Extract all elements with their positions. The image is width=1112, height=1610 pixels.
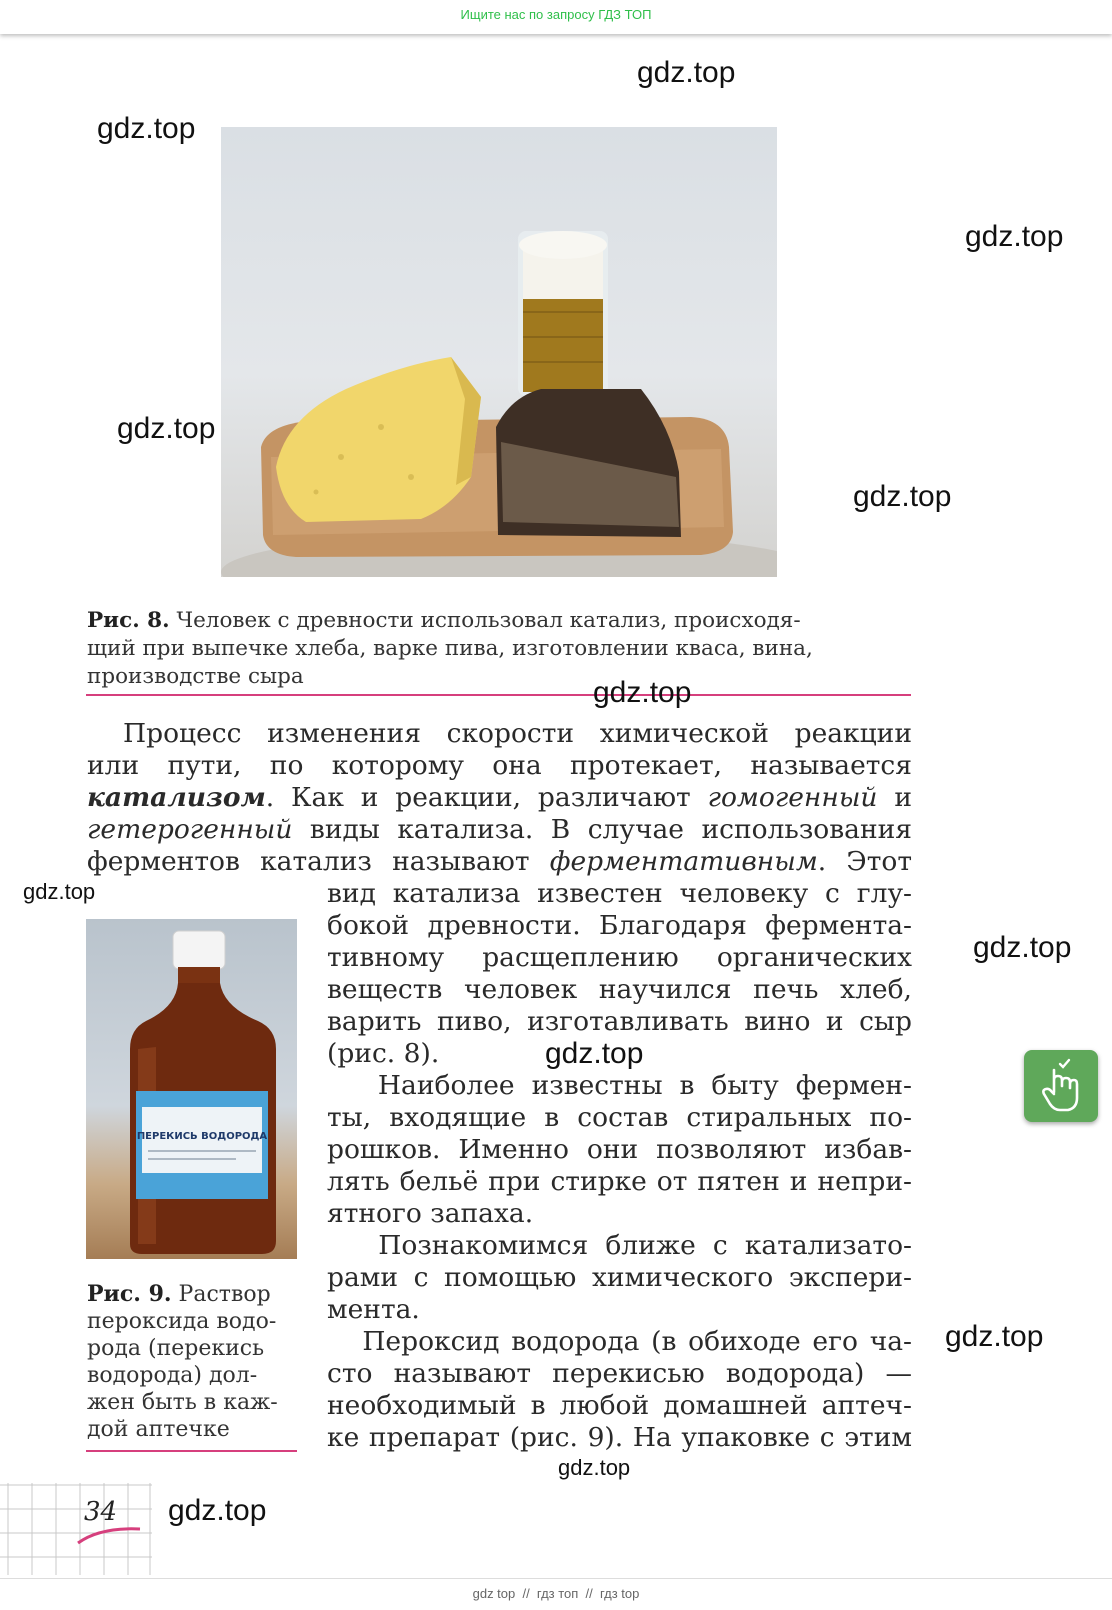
page-number-swoosh: [78, 1529, 140, 1543]
watermark: gdz.top: [558, 1455, 631, 1480]
hydrogen-peroxide-bottle-image: [86, 919, 297, 1259]
watermark: gdz.top: [23, 879, 96, 904]
page-number: 34: [84, 1497, 118, 1527]
col-line: веществ человек научился печь хлеб,: [327, 974, 912, 1005]
paragraph-catalysis-definition: Процесс изменения скорости химической реакции или пути, по которому она протекает, называется катализом. Как и реакции, различают гомогенный и гетерогенный виды катализа. В случае использования ферментов катализ называют ферментативным. Этот: [87, 718, 912, 877]
term-heterogeneous: гетерогенный: [87, 814, 293, 845]
top-banner: [0, 0, 1112, 34]
watermark: gdz.top: [637, 56, 736, 89]
figure-8-divider: [86, 694, 911, 696]
col-line: (рис. 8).: [327, 1038, 440, 1069]
footer-links[interactable]: gdz top // гдз топ // гдз top: [472, 1586, 640, 1601]
para-1-line-2: или пути, по которому она протекает, называется: [87, 750, 912, 781]
col-line: рошков. Именно они позволяют избав-: [327, 1134, 912, 1165]
col-line: мента.: [327, 1294, 420, 1325]
col-line: рами с помощью химического экспери-: [327, 1262, 912, 1293]
figure-8-caption-line-2: щий при выпечке хлеба, варке пива, изготовлении кваса, вина,: [87, 636, 813, 661]
watermark: gdz.top: [97, 112, 196, 145]
gesture-button[interactable]: [1024, 1050, 1098, 1122]
figure-8-caption-line-3: производстве сыра: [87, 664, 304, 689]
watermark: gdz.top: [545, 1037, 644, 1070]
figure-8-caption-line-1: Человек с древности использовал катализ, происходя-: [176, 608, 801, 633]
figure-9-label: Рис. 9.: [87, 1281, 172, 1307]
col-line: вид катализа известен человеку с глу-: [327, 878, 912, 909]
col-line: тивному расщеплению органических: [327, 942, 912, 973]
watermark: gdz.top: [945, 1320, 1044, 1353]
para-1-line-1: Процесс изменения скорости химической реакции: [123, 718, 912, 749]
figure-8-label: Рис. 8.: [87, 608, 170, 633]
figure-9-caption: Рис. 9. Раствор пероксида водо- рода (перекись водорода) дол- жен быть в каж- дой аптечке: [87, 1281, 278, 1442]
col-line: ке препарат (рис. 9). На упаковке с этим: [327, 1422, 912, 1453]
top-banner-text: Ищите нас по запросу ГДЗ ТОП: [460, 7, 652, 22]
col-line: Познакомимся ближе с катализато-: [327, 1230, 912, 1261]
watermark: gdz.top: [593, 676, 692, 709]
page-corner-grid: [0, 1483, 152, 1575]
watermark: gdz.top: [117, 412, 216, 445]
col-line: лять бельё при стирке от пятен и непри-: [327, 1166, 912, 1197]
bread-cheese-beer-image: [221, 127, 777, 577]
watermark: gdz.top: [965, 220, 1064, 253]
col-line: Наиболее известны в быту фермен-: [327, 1070, 912, 1101]
footer-bar: [0, 1578, 1112, 1610]
col-line: ты, входящие в состав стиральных по-: [327, 1102, 912, 1133]
term-homogeneous: гомогенный: [707, 782, 878, 813]
col-line: Пероксид водорода (в обиходе его ча-: [327, 1326, 912, 1357]
col-line: варить пиво, изготавливать вино и сыр: [327, 1006, 912, 1037]
bottle-label: ПЕРЕКИСЬ ВОДОРОДА: [136, 1131, 268, 1142]
term-catalysis: катализом: [87, 782, 266, 813]
watermark: gdz.top: [168, 1494, 267, 1527]
figure-8-photo: [221, 127, 777, 577]
figure-8-caption: [87, 607, 917, 691]
term-enzymatic: ферментативным: [549, 846, 818, 877]
hand-pointer-icon: [1024, 1050, 1098, 1122]
col-line: бокой древности. Благодаря фермента-: [327, 910, 912, 941]
watermark: gdz.top: [853, 480, 952, 513]
figure-9-photo: [86, 919, 297, 1259]
col-line: сто называют перекисью водорода) —: [327, 1358, 912, 1389]
figure-9-divider: [86, 1450, 297, 1452]
paragraph-column: [327, 878, 912, 1454]
col-line: необходимый в любой домашней аптеч-: [327, 1390, 912, 1421]
col-line: ятного запаха.: [327, 1198, 534, 1229]
watermark: gdz.top: [973, 931, 1072, 964]
